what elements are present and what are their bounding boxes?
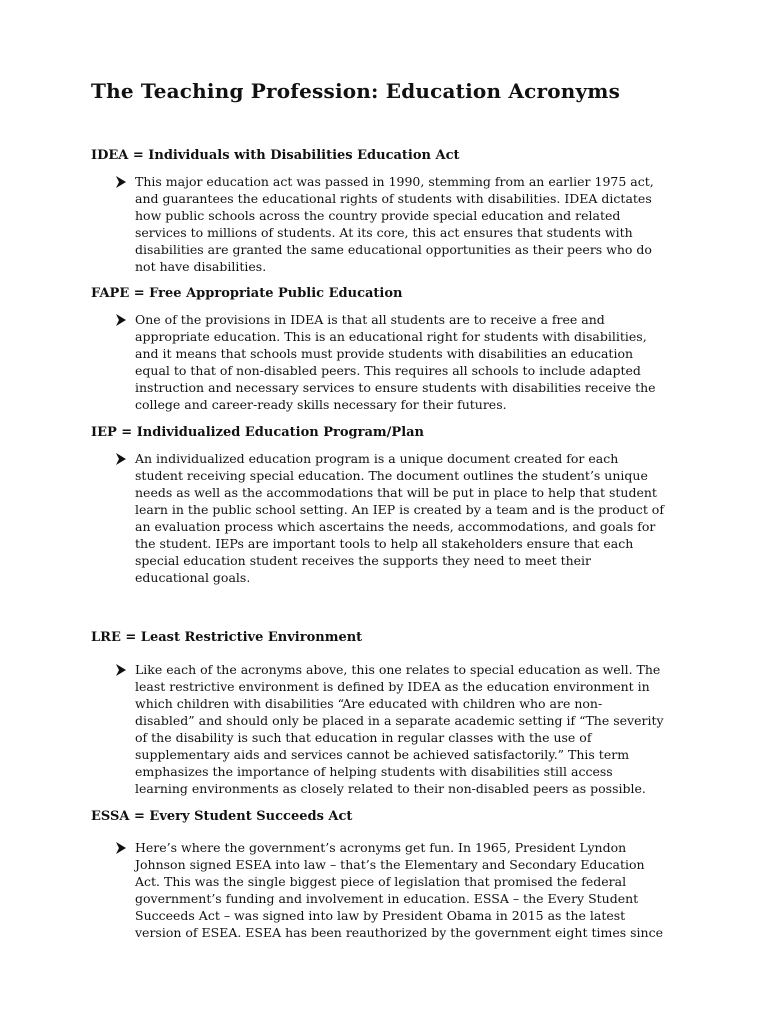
text-line: appropriate education. This is an educational right for students with disabilities,	[135, 329, 647, 344]
text-line: disabilities are granted the same educational opportunities as their peers who do	[135, 242, 652, 257]
paragraph-iep	[115, 450, 675, 586]
text-line: special education student receives the supports they need to meet their	[135, 553, 592, 568]
text-line: least restrictive environment is defined by IDEA as the education environment in	[135, 679, 650, 694]
paragraph-fape	[115, 311, 675, 413]
text-line: and it means that schools must provide students with disabilities an education	[135, 346, 634, 361]
heading-idea: IDEA = Individuals with Disabilities Education Act	[91, 148, 460, 163]
text-line: of the disability is such that education in regular classes with the use of	[135, 730, 592, 745]
paragraph-text	[135, 311, 675, 413]
heading-iep: IEP = Individualized Education Program/Plan	[91, 425, 425, 440]
text-line: equal to that of non-disabled peers. This requires all schools to include adapted	[135, 363, 641, 378]
arrowhead-bullet-icon	[115, 662, 127, 676]
text-line: learning environments as closely related to their non-disabled peers as possible.	[135, 781, 646, 796]
text-line: Succeeds Act – was signed into law by President Obama in 2015 as the latest	[135, 908, 626, 923]
text-line: college and career-ready skills necessary for their futures.	[135, 397, 507, 412]
text-line: emphasizes the importance of helping students with disabilities still access	[135, 764, 613, 779]
text-line: One of the provisions in IDEA is that all students are to receive a free and	[135, 312, 605, 327]
text-line: Johnson signed ESEA into law – that’s the Elementary and Secondary Education	[135, 857, 645, 872]
arrowhead-bullet-icon	[115, 174, 127, 188]
text-line: disabled” and should only be placed in a separate academic setting if “The severity	[135, 713, 664, 728]
text-line: the student. IEPs are important tools to help all stakeholders ensure that each	[135, 536, 634, 551]
text-line: An individualized education program is a unique document created for each	[135, 451, 619, 466]
text-line: how public schools across the country provide special education and related	[135, 208, 621, 223]
text-line: supplementary aids and services cannot be achieved satisfactorily.” This term	[135, 747, 630, 762]
arrowhead-bullet-icon	[115, 451, 127, 465]
text-line: Act. This was the single biggest piece of legislation that promised the federal	[135, 874, 627, 889]
paragraph-text	[135, 839, 675, 941]
text-line: learn in the public school setting. An IEP is created by a team and is the product of	[135, 502, 664, 517]
text-line: version of ESEA. ESEA has been reauthorized by the government eight times since	[135, 925, 663, 940]
paragraph-idea	[115, 173, 675, 275]
text-line: government’s funding and involvement in education. ESSA – the Every Student	[135, 891, 639, 906]
text-line: student receiving special education. The document outlines the student’s unique	[135, 468, 648, 483]
text-line: instruction and necessary services to ensure students with disabilities receive the	[135, 380, 656, 395]
paragraph-essa	[115, 839, 675, 941]
arrowhead-bullet-icon	[115, 312, 127, 326]
text-line: and guarantees the educational rights of students with disabilities. IDEA dictates	[135, 191, 652, 206]
heading-essa: ESSA = Every Student Succeeds Act	[91, 809, 353, 824]
paragraph-lre	[115, 661, 675, 797]
text-line: an evaluation process which ascertains the needs, accommodations, and goals for	[135, 519, 656, 534]
text-line: services to millions of students. At its core, this act ensures that students with	[135, 225, 633, 240]
text-line: which children with disabilities “Are educated with children who are non-	[135, 696, 603, 711]
text-line: This major education act was passed in 1990, stemming from an earlier 1975 act,	[135, 174, 654, 189]
arrowhead-bullet-icon	[115, 840, 127, 854]
text-line: educational goals.	[135, 570, 251, 585]
paragraph-text	[135, 661, 675, 797]
paragraph-text	[135, 173, 675, 275]
heading-fape: FAPE = Free Appropriate Public Education	[91, 286, 403, 301]
paragraph-text	[135, 450, 675, 586]
page-title: The Teaching Profession: Education Acronyms	[91, 79, 621, 103]
heading-lre: LRE = Least Restrictive Environment	[91, 630, 363, 645]
text-line: needs as well as the accommodations that will be put in place to help that student	[135, 485, 657, 500]
text-line: Like each of the acronyms above, this one relates to special education as well. The	[135, 662, 661, 677]
text-line: not have disabilities.	[135, 259, 267, 274]
text-line: Here’s where the government’s acronyms get fun. In 1965, President Lyndon	[135, 840, 627, 855]
